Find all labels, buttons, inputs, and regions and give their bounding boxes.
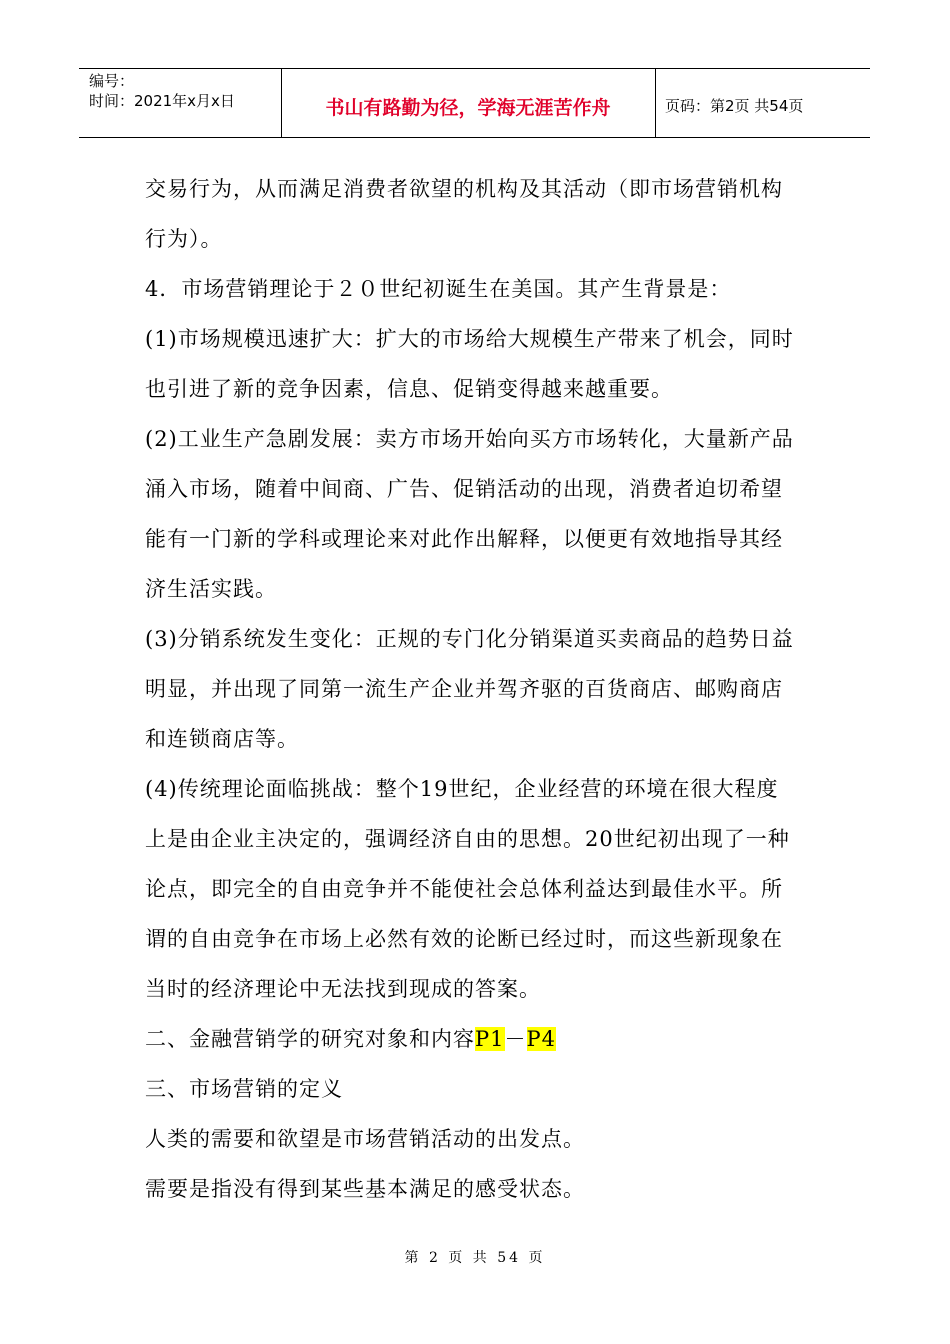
body-line: 行为）。 [145,227,223,251]
body-line: 交易行为，从而满足消费者欲望的机构及其活动（即市场营销机构 [145,177,783,201]
body-line: 明显，并出现了同第一流生产企业并驾齐驱的百货商店、邮购商店 [145,677,783,701]
body-line: 济生活实践。 [145,577,277,601]
body-line: (3)分销系统发生变化：正规的专门化分销渠道买卖商品的趋势日益 [145,627,794,651]
page-ref-dash: － [504,1027,527,1051]
header-info-cell [79,69,282,137]
body-line: 需要是指没有得到某些基本满足的感受状态。 [145,1177,585,1201]
body-line: 涌入市场，随着中间商、广告、促销活动的出现，消费者迫切希望 [145,477,783,501]
document-number-label: 编号： [89,72,135,90]
header-motto-cell [281,69,656,137]
document-body [145,164,815,1214]
document-time-label: 时间：2021年x月x日 [89,92,235,110]
page-ref-start: P1 [475,1027,505,1051]
body-line: (1)市场规模迅速扩大：扩大的市场给大规模生产带来了机会，同时 [145,327,794,351]
section-heading-2 [145,1014,815,1064]
section-heading-3: 三、市场营销的定义 [145,1077,343,1101]
body-line: 4．市场营销理论于２０世纪初诞生在美国。其产生背景是： [145,277,732,301]
body-line: 和连锁商店等。 [145,727,299,751]
header-page-cell [655,69,870,137]
body-line: 上是由企业主决定的，强调经济自由的思想。20世纪初出现了一种 [145,827,790,851]
body-line: (2)工业生产急剧发展：卖方市场开始向买方市场转化，大量新产品 [145,427,794,451]
page-header [79,68,870,138]
header-page-code: 页码：第2页 共54页 [665,97,804,115]
body-line: 人类的需要和欲望是市场营销活动的出发点。 [145,1127,585,1151]
body-line: (4)传统理论面临挑战：整个19世纪，企业经营的环境在很大程度 [145,777,779,801]
body-line: 论点，即完全的自由竞争并不能使社会总体利益达到最佳水平。所 [145,877,783,901]
body-line: 当时的经济理论中无法找到现成的答案。 [145,977,541,1001]
body-line: 能有一门新的学科或理论来对此作出解释，以便更有效地指导其经 [145,527,783,551]
section-heading-2-text: 二、金融营销学的研究对象和内容 [145,1027,475,1051]
page-ref-end: P4 [526,1027,556,1051]
page-footer: 第 2 页 共 54 页 [404,1250,546,1266]
body-line: 谓的自由竞争在市场上必然有效的论断已经过时，而这些新现象在 [145,927,783,951]
header-motto: 书山有路勤为径，学海无涯苦作舟 [325,97,611,119]
body-line: 也引进了新的竞争因素，信息、促销变得越来越重要。 [145,377,673,401]
